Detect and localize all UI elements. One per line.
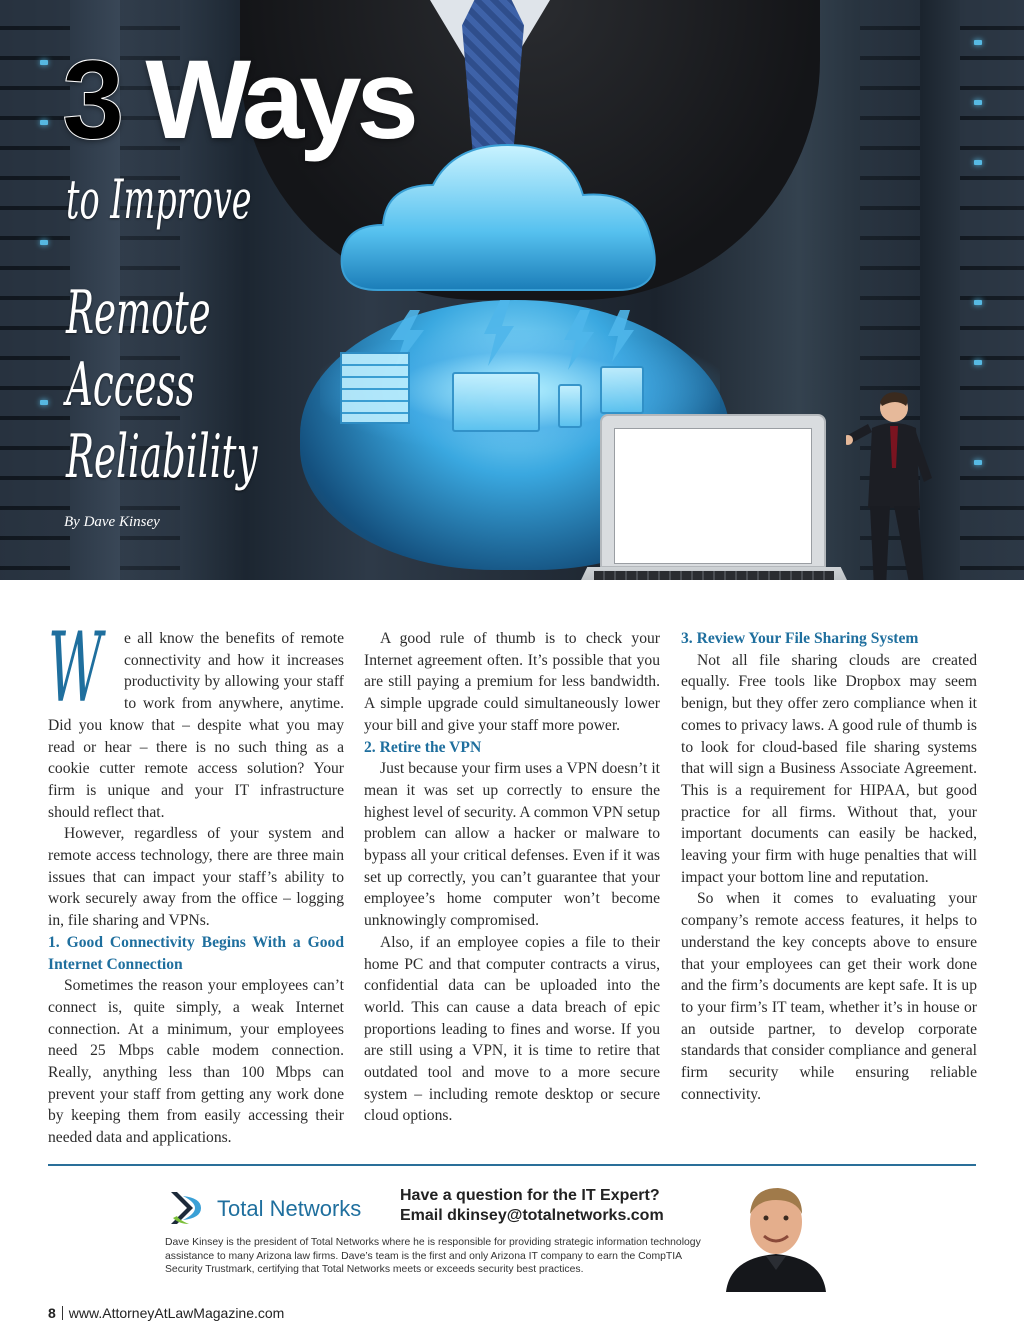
article-column-3: [681, 628, 977, 1105]
paragraph: Not all file sharing clouds are created equally. Free tools like Dropbox may seem benign, but they offer zero compliance when it comes to privacy laws. A good rule of thumb is to look for cloud-based file sharing systems that will sign a Business Associate Agreement. This is a requirement for HIPAA, but good practice for all firms. Without that, your important documents can easily be hacked, leaving your firm with huge penalties that will impact your bottom line and reputation.: [681, 651, 977, 886]
article-column-2: [364, 628, 660, 1127]
server-rack-right: [960, 0, 1024, 580]
article-column-1: [48, 612, 344, 1149]
subtitle-line-1: to Improve: [66, 168, 252, 231]
subtitle-line-3: Access: [66, 350, 195, 420]
businessman-figure: [846, 388, 956, 580]
subtitle-line-2: Remote: [66, 278, 211, 348]
author-photo: [716, 1172, 836, 1292]
divider: [48, 1164, 976, 1166]
server-rack-left: [0, 0, 70, 580]
monitor-icon: [452, 372, 540, 432]
headline-word: Ways: [145, 37, 414, 162]
paragraph: Also, if an employee copies a file to their home PC and that computer contracts a virus, confidential data can be uploaded into the world. This can cause a data breach of epic proportions leading to fines and worse. If you are still using a VPN, it is time to retire that outdated tool and move to a more secure system – including remote desktop or secure cloud options.: [364, 933, 660, 1125]
server-icon: [340, 352, 410, 424]
phone-icon: [558, 384, 582, 428]
laptop-screen: [614, 428, 812, 564]
hero-image: [0, 0, 1024, 580]
drop-cap: W: [48, 612, 103, 724]
paragraph: A good rule of thumb is to check your Internet agreement often. It’s possible that you are still paying a premium for less bandwidth. A simple upgrade could simultaneously lower your bill and give your staff more power.: [364, 630, 660, 734]
paragraph: W e all know the benefits of remote connectivity and how it increases productivity by allowing your staff to work from anywhere, anytime. Did you know that – despite what you may read or hear – there is no such thing as a cookie cutter remote access solution? Your firm is unique and your IT infrastructure should reflect that.: [48, 612, 344, 821]
footer-separator: [62, 1306, 63, 1320]
byline: By Dave Kinsey: [64, 514, 160, 530]
tablet-icon: [600, 366, 644, 414]
paragraph: Just because your firm uses a VPN doesn’t it mean it was set up correctly to ensure the highest level of security. A common VPN setup problem can allow a hacker or malware to bypass all your critical defenses. Even if it was set up correctly, you can’t guarantee that your employee’s home computer won’t become unknowingly compromised.: [364, 760, 660, 930]
website-link[interactable]: www.AttorneyAtLawMagazine.com: [68, 1305, 285, 1321]
ad-brand: Total Networks: [217, 1196, 362, 1221]
headline: [62, 37, 414, 162]
ad-headline: [400, 1186, 664, 1226]
ad-bio: Dave Kinsey is the president of Total Networks where he is responsible for providing strategic information technology assistance to many Arizona law firms. Dave’s team is the first and only Arizona IT company to earn the CompTIA Security Trustmark, certifying that Total Networks meets or exceeds security best practices.: [165, 1237, 701, 1275]
total-networks-logo-icon: [165, 1188, 205, 1228]
paragraph: Sometimes the reason your employees can’t connect is, quite simply, a weak Internet connection. At a minimum, your employees need 25 Mbps cable modem connection. Really, anything less than 100 Mbps can prevent your staff from getting any work done by keeping them from easily accessing their needed data and applications.: [48, 977, 344, 1147]
section-heading-1: 1. Good Connectivity Begins With a Good Internet Connection: [48, 933, 344, 973]
ad-email[interactable]: Email dkinsey@totalnetworks.com: [400, 1207, 664, 1224]
paragraph: However, regardless of your system and remote access technology, there are three main issues that can impact your staff’s ability to work securely away from the office – logging in, file sharing and VPNs.: [48, 825, 344, 930]
cloud-icon: [338, 140, 668, 300]
headline-number: 3: [62, 37, 120, 162]
page-number: 8: [48, 1305, 56, 1321]
section-heading-3: 3. Review Your File Sharing System: [681, 630, 919, 647]
section-heading-2: 2. Retire the VPN: [364, 738, 482, 756]
ad-question: Have a question for the IT Expert?: [400, 1187, 660, 1204]
paragraph: So when it comes to evaluating your company’s remote access features, it helps to understand the key concepts above to ensure that your employees can get their work done and the firm’s documents are kept safe. It is up to your firm’s IT team, whether it’s in house or an outside partner, to develop corporate standards that consider compliance and general firm security while ensuring reliable connectivity.: [681, 890, 977, 1103]
subtitle-line-4: Reliability: [66, 422, 258, 492]
laptop-image: [600, 414, 826, 574]
page-footer: [48, 1305, 284, 1321]
